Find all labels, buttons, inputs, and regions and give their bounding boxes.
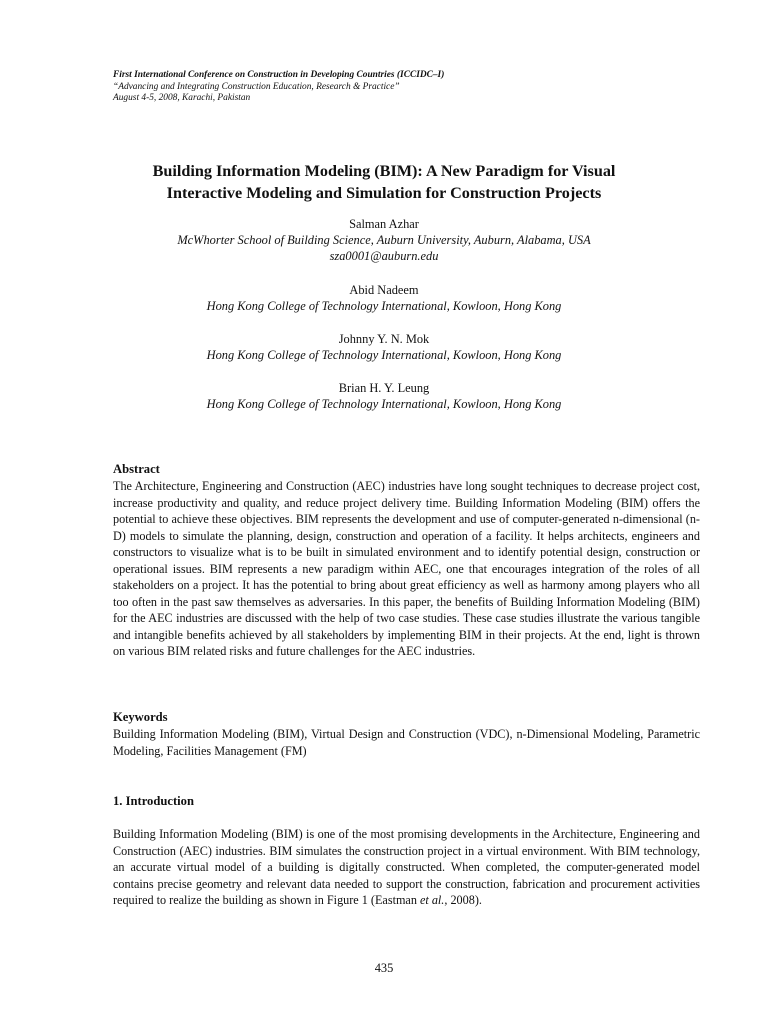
abstract-text: The Architecture, Engineering and Construction (AEC) industries have long sought techniques to decrease project cost, increase productivity and quality, and reduce project delivery time. Building Information Modeling (BIM) offers the potential to achieve these objectives. BIM represents the development and use of computer-generated n-dimensional (n-D) models to simulate the planning, design, construction and operation of a facility. It helps architects, engineers and constructors to visualize what is to be built in simulated environment and to identify potential design, construction or operational issues. BIM represents a new paradigm within AEC, one that encourages integration of the roles of all stakeholders on a project. It has the potential to bring about great efficiency as well as harmony among players who all too often in the past saw themselves as adversaries. In this paper, the benefits of Building Information Modeling (BIM) for the AEC industries are discussed with the help of two case studies. These case studies illustrate the various tangible and intangible benefits achieved by all stakeholders by implementing BIM in their projects. At the end, light is thrown on various BIM related risks and future challenges for the AEC industries. xyxy=(113,479,700,658)
introduction-heading: 1. Introduction xyxy=(113,794,194,808)
keywords-heading: Keywords xyxy=(113,710,168,724)
keywords-text: Building Information Modeling (BIM), Virtual Design and Construction (VDC), n-Dimensional Modeling, Parametric Modeling, Facilities Management (FM) xyxy=(113,727,700,758)
introduction-text xyxy=(113,826,700,909)
conference-name-prefix: First International Conference on Construction in Developing Countries ( xyxy=(113,70,401,80)
paper-title xyxy=(90,160,678,204)
page-number: 435 xyxy=(374,961,394,975)
abstract-heading: Abstract xyxy=(113,462,160,476)
author-name: Salman Azhar xyxy=(349,217,419,231)
author-block-2 xyxy=(113,282,655,314)
author-block-3 xyxy=(113,331,655,363)
author-affiliation: Hong Kong College of Technology International, Kowloon, Hong Kong xyxy=(206,397,562,412)
introduction-text-end: , 2008). xyxy=(444,893,482,907)
conference-date-location: August 4-5, 2008, Karachi, Pakistan xyxy=(113,93,251,103)
paper-title-line-2: Interactive Modeling and Simulation for Construction Projects xyxy=(166,184,602,202)
author-name: Johnny Y. N. Mok xyxy=(338,332,430,346)
author-affiliation: Hong Kong College of Technology International, Kowloon, Hong Kong xyxy=(206,299,562,314)
author-email: sza0001@auburn.edu xyxy=(329,249,439,264)
author-block-4 xyxy=(113,380,655,412)
introduction-text-main: Building Information Modeling (BIM) is one of the most promising developments in the Architecture, Engineering and Construction (AEC) industries. BIM simulates the construction project in a virtual environment. With BIM technology, an accurate virtual model of a building is digitally constructed. When completed, the computer-generated model contains precise geometry and relevant data needed to support the construction, fabrication and procurement activities required to realize the building as shown in Figure 1 (Eastman xyxy=(113,827,700,907)
author-affiliation: Hong Kong College of Technology International, Kowloon, Hong Kong xyxy=(206,348,562,363)
conference-acronym: ICCIDC–I xyxy=(400,70,442,80)
conference-name-suffix: ) xyxy=(441,70,445,80)
author-block-1 xyxy=(113,216,655,265)
author-name: Brian H. Y. Leung xyxy=(338,381,430,395)
author-name: Abid Nadeem xyxy=(349,283,419,297)
author-affiliation: McWhorter School of Building Science, Auburn University, Auburn, Alabama, USA xyxy=(177,233,591,248)
introduction-citation-et-al: et al. xyxy=(419,893,445,907)
conference-name-line xyxy=(113,70,713,82)
conference-theme: “Advancing and Integrating Construction Education, Research & Practice” xyxy=(113,81,400,92)
conference-header xyxy=(113,70,713,105)
paper-title-line-1: Building Information Modeling (BIM): A New Paradigm for Visual xyxy=(152,162,616,180)
